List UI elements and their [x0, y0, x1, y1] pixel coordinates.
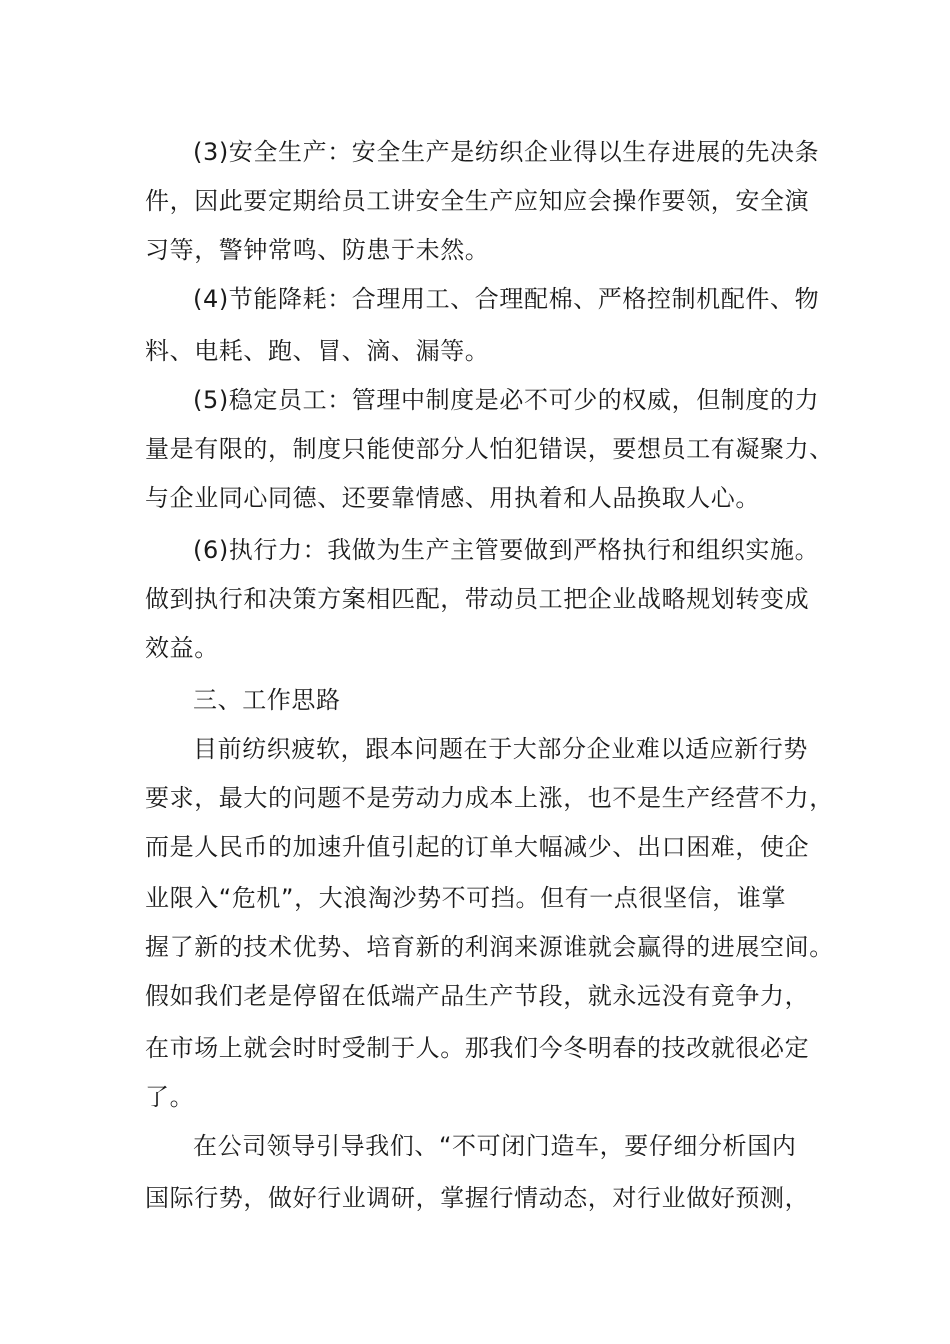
text-line: 效益。 [145, 634, 219, 662]
text-line: (5)稳定员工：管理中制度是必不可少的权威，但制度的力 [193, 386, 820, 414]
text-line: 业限入“危机”，大浪淘沙势不可挡。但有一点很坚信，谁掌 [145, 884, 787, 912]
text-line: 与企业同心同德、还要靠情感、用执着和人品换取人心。 [145, 484, 760, 512]
text-line: 目前纺织疲软，跟本问题在于大部分企业难以适应新行势 [193, 735, 808, 763]
text-line: 量是有限的，制度只能使部分人怕犯错误，要想员工有凝聚力、 [145, 435, 834, 463]
text-line: 要求，最大的问题不是劳动力成本上涨，也不是生产经营不力， [145, 784, 834, 812]
text-line: 握了新的技术优势、培育新的利润来源谁就会赢得的进展空间。 [145, 933, 834, 961]
section-heading: 三、工作思路 [193, 686, 341, 714]
text-line: 在市场上就会时时受制于人。那我们今冬明春的技改就很必定 [145, 1034, 810, 1062]
text-line: 做到执行和决策方案相匹配，带动员工把企业战略规划转变成 [145, 585, 810, 613]
text-line: 国际行势，做好行业调研，掌握行情动态，对行业做好预测， [145, 1184, 810, 1212]
text-line: (4)节能降耗：合理用工、合理配棉、严格控制机配件、物 [193, 285, 820, 313]
text-line: (6)执行力：我做为生产主管要做到严格执行和组织实施。 [193, 536, 820, 564]
text-line: 了。 [145, 1083, 195, 1111]
text-line: 习等，警钟常鸣、防患于未然。 [145, 236, 490, 264]
text-line: 在公司领导引导我们、“不可闭门造车，要仔细分析国内 [193, 1132, 797, 1160]
text-line: 件，因此要定期给员工讲安全生产应知应会操作要领，安全演 [145, 187, 810, 215]
text-line: (3)安全生产：安全生产是纺织企业得以生存进展的先决条 [193, 138, 820, 166]
text-line: 料、电耗、跑、冒、滴、漏等。 [145, 337, 490, 365]
text-line: 而是人民币的加速升值引起的订单大幅减少、出口困难，使企 [145, 833, 810, 861]
text-line: 假如我们老是停留在低端产品生产节段，就永远没有竟争力， [145, 982, 810, 1010]
